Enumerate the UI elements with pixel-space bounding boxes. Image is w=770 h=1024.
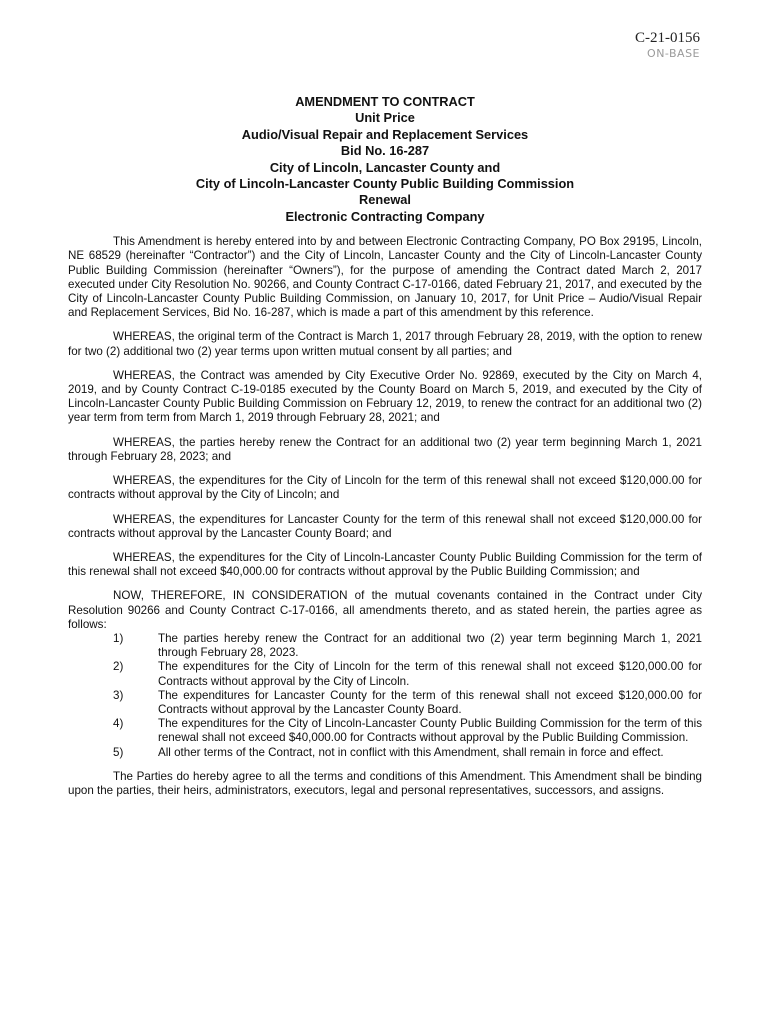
whereas-paragraph: WHEREAS, the parties hereby renew the Contract for an additional two (2) year term beginning March 1, 2021 through February 28, 2023; and <box>68 435 702 463</box>
document-id: C-21-0156 <box>635 30 700 46</box>
list-item-text: The expenditures for the City of Lincoln-Lancaster County Public Building Commission for the term of this renewal shall not exceed $40,000.00 for Contracts without approval by the Public Building Commission. <box>158 717 702 745</box>
list-item-text: The expenditures for the City of Lincoln for the term of this renewal shall not exceed $120,000.00 for Contracts without approval by the City of Lincoln. <box>158 660 702 688</box>
document-stamp <box>635 30 700 61</box>
terms-list <box>68 632 702 760</box>
whereas-paragraph: WHEREAS, the expenditures for the City of Lincoln for the term of this renewal shall not exceed $120,000.00 for contracts without approval by the City of Lincoln; and <box>68 474 702 502</box>
list-item-number: 4) <box>113 717 124 731</box>
list-item-number: 2) <box>113 660 124 674</box>
list-item-number: 1) <box>113 631 124 645</box>
title-line: Unit Price <box>355 110 415 126</box>
list-item-text: All other terms of the Contract, not in conflict with this Amendment, shall remain in force and effect. <box>158 745 664 759</box>
whereas-paragraph: WHEREAS, the original term of the Contract is March 1, 2017 through February 28, 2019, with the option to renew for two (2) additional two (2) year terms upon written mutual consent by all parties; and <box>68 330 702 358</box>
list-item <box>68 660 702 688</box>
list-item-number: 5) <box>113 745 124 759</box>
title-line: Electronic Contracting Company <box>285 208 485 224</box>
whereas-paragraph: WHEREAS, the expenditures for Lancaster County for the term of this renewal shall not exceed $120,000.00 for contracts without approval by the Lancaster County Board; and <box>68 512 702 540</box>
closing-paragraph: The Parties do hereby agree to all the terms and conditions of this Amendment. This Amendment shall be binding upon the parties, their heirs, administrators, executors, legal and personal representatives, successors, and assigns. <box>68 769 702 797</box>
now-therefore-paragraph: NOW, THEREFORE, IN CONSIDERATION of the mutual covenants contained in the Contract under City Resolution 90266 and County Contract C-17-0166, all amendments thereto, and as stated herein, the parties agree as follows: <box>68 589 702 631</box>
list-item <box>68 632 702 660</box>
title-line: Bid No. 16-287 <box>340 143 430 159</box>
list-item-text: The parties hereby renew the Contract for an additional two (2) year term beginning March 1, 2021 through February 28, 2023. <box>158 631 702 660</box>
whereas-paragraph: WHEREAS, the expenditures for the City of Lincoln-Lancaster County Public Building Commission for the term of this renewal shall not exceed $40,000.00 for contracts without approval by the Public Building Commission; and <box>68 550 702 579</box>
onbase-tag: ON-BASE <box>647 47 700 60</box>
title-line: AMENDMENT TO CONTRACT <box>295 94 475 109</box>
list-item-text: The expenditures for Lancaster County for the term of this renewal shall not exceed $120,000.00 for Contracts without approval by the Lancaster County Board. <box>158 688 702 716</box>
list-item <box>68 689 702 717</box>
title-line: City of Lincoln-Lancaster County Public Building Commission <box>195 176 575 192</box>
title-line: City of Lincoln, Lancaster County and <box>269 159 501 175</box>
title-line: Audio/Visual Repair and Replacement Services <box>241 126 529 142</box>
intro-paragraph: This Amendment is hereby entered into by and between Electronic Contracting Company, PO Box 29195, Lincoln, NE 68529 (hereinafter “Contractor”) and the City of Lincoln, Lancaster County and the City of Lincoln-Lancaster County Public Building Commission (hereinafter “Owners”), for the purpose of amending the Contract dated March 2, 2017 executed under City Resolution No. 90266, and County Contract C-17-0166, dated February 21, 2017, and executed by the City of Lincoln-Lancaster County Public Building Commission, on January 10, 2017, for Unit Price – Audio/Visual Repair and Replacement Services, Bid No. 16-287, which is made a part of this amendment by this reference. <box>68 235 702 320</box>
document-page <box>68 94 702 808</box>
list-item <box>68 717 702 745</box>
list-item-number: 3) <box>113 688 124 702</box>
whereas-paragraph: WHEREAS, the Contract was amended by City Executive Order No. 92869, executed by the City on March 4, 2019, and by County Contract C-19-0185 executed by the County Board on March 5, 2019, and executed by the City of Lincoln-Lancaster County Public Building Commission on February 12, 2019, to renew the contract for an additional two (2) year term from term from March 1, 2019 through February 28, 2021; and <box>68 368 702 425</box>
document-title <box>68 94 702 225</box>
title-line: Renewal <box>359 192 411 208</box>
list-item <box>68 746 702 760</box>
